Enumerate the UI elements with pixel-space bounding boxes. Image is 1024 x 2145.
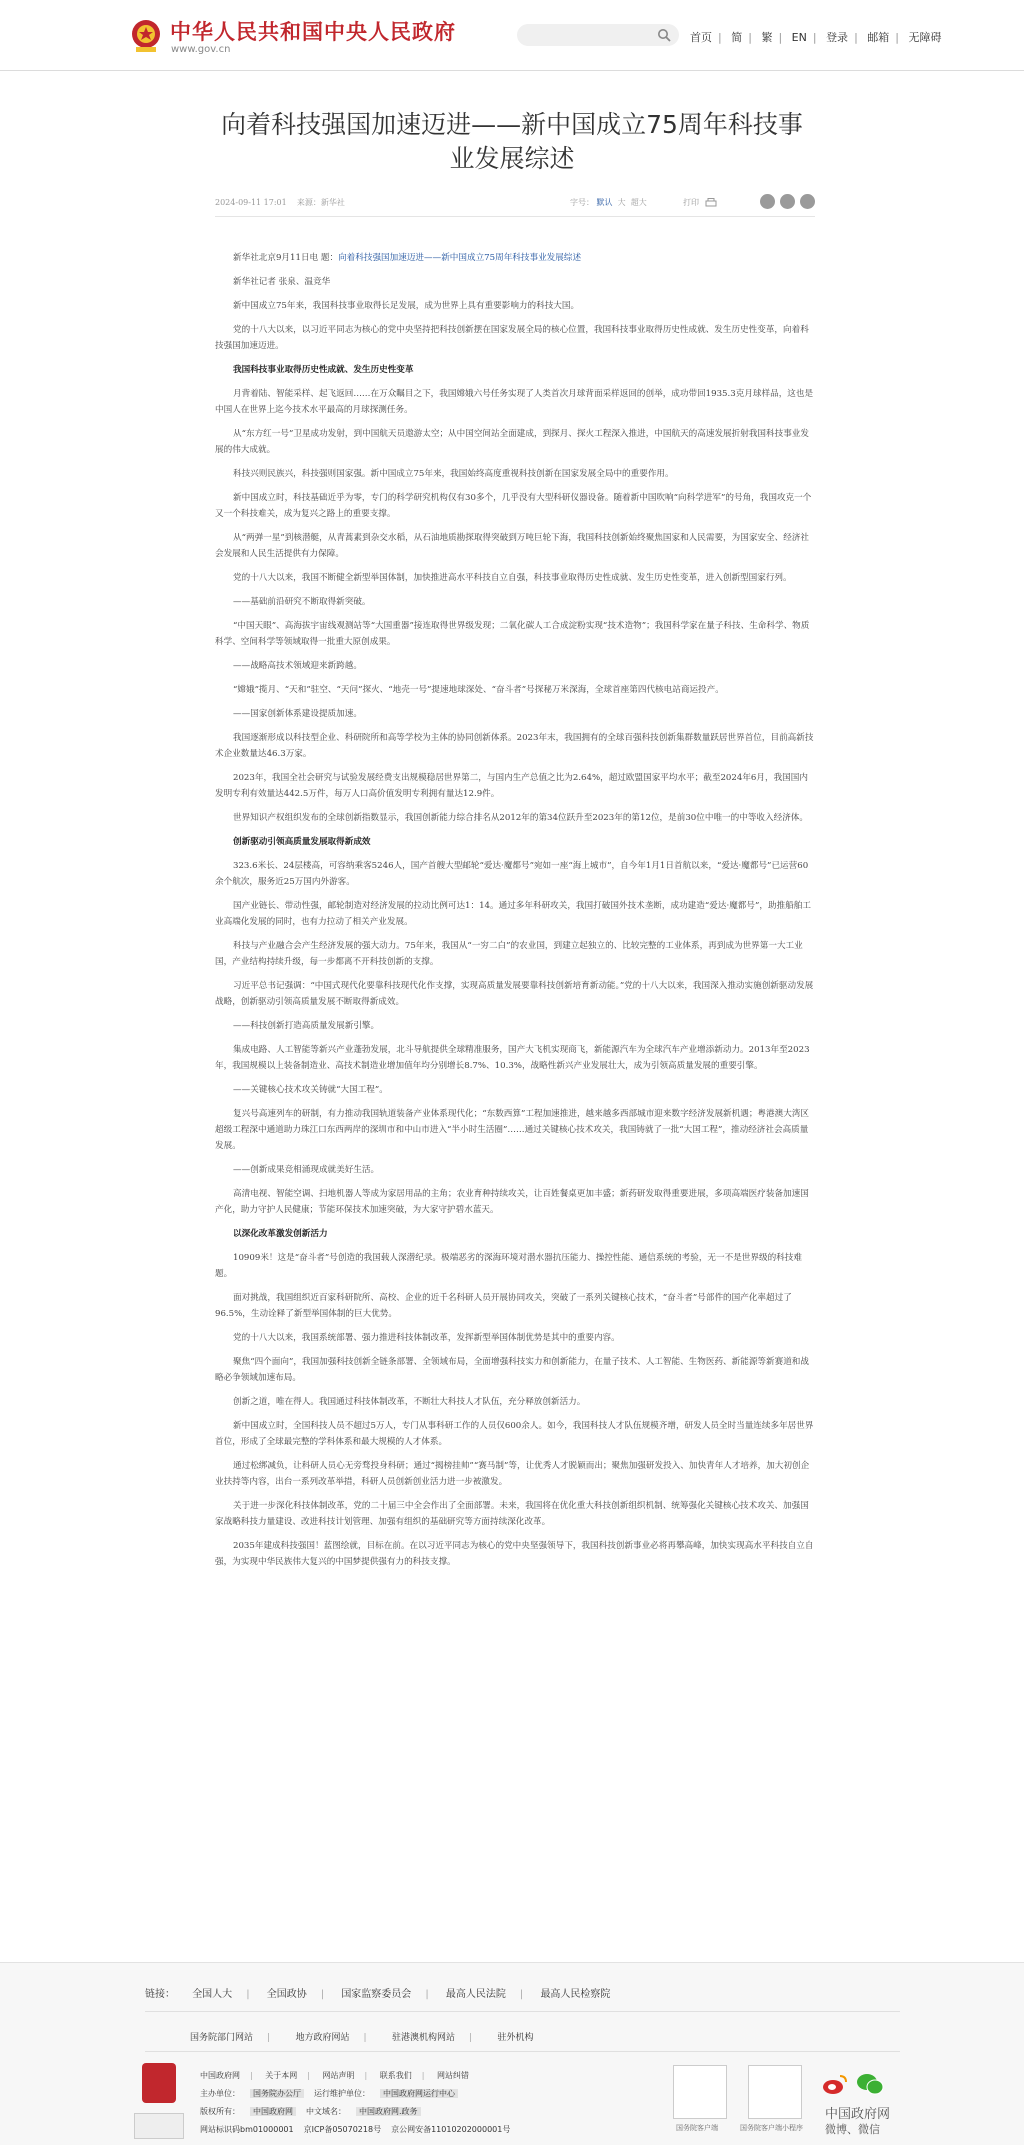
site-id: 网站标识码bm01000001 — [200, 2125, 294, 2134]
article-body — [215, 250, 815, 1578]
section-heading: 以深化改革激发创新活力 — [233, 1229, 328, 1239]
links-label: 链接： — [145, 1989, 175, 2000]
print-button[interactable] — [683, 197, 717, 208]
article-paragraph: 高清电视、智能空调、扫地机器人等成为家居用品的主角；农业育种持续攻关，让百姓餐桌更加丰盛；新药研发取得重要进展，多项高端医疗装备加速国产化，助力守护人民健康；节能环保技术加速突破，为大家守护碧水蓝天。 — [215, 1189, 809, 1215]
source-name: 新华社 — [320, 198, 345, 207]
link-overseas[interactable]: 驻外机构 — [497, 2033, 534, 2043]
font-size-label: 字号： — [570, 198, 594, 207]
article-paragraph: 集成电路、人工智能等新兴产业蓬勃发展，北斗导航提供全球精准服务，国产大飞机实现商飞，新能源汽车为全球汽车产业增添新动力。2013年至2023年，我国规模以上装备制造业、高技术制造业增加值年均分别增长8.7%、10.3%，战略性新兴产业发展壮大，成为引领高质量发展的重要引擎。 — [215, 1045, 810, 1071]
link-procuratorate[interactable]: 最高人民检察院 — [540, 1989, 611, 2000]
weibo-icon[interactable] — [822, 2073, 848, 2095]
article-meta — [215, 194, 815, 214]
article-paragraph: 科技兴则民族兴，科技强则国家强。新中国成立75年来，我国始终高度重视科技创新在国家发展全局中的重要作用。 — [233, 469, 674, 479]
article-paragraph: 10909米！这是“奋斗者”号创造的我国载人深潜纪录。极端恶劣的深海环境对潜水器抗压能力、操控性能、通信系统的考验，无一不是世界级的科技难题。 — [215, 1253, 802, 1279]
article-paragraph: 从“两弹一星”到核潜艇，从青蒿素到杂交水稻，从石油地质勘探取得突破到万吨巨轮下海，我国科技创新始终聚焦国家和人民需要，为国家安全、经济社会发展和人民生活提供有力保障。 — [215, 533, 809, 559]
footer-link-gov[interactable]: 中国政府网 — [200, 2071, 240, 2080]
search-input[interactable] — [517, 24, 679, 46]
article-paragraph: ——科技创新打造高质量发展新引擎。 — [233, 1021, 380, 1031]
article-paragraph: 聚焦“四个面向”，我国加强科技创新全链条部署、全领域布局，全面增强科技实力和创新能力，在量子技术、人工智能、生物医药、新能源等新赛道和战略必争领域加速布局。 — [215, 1357, 809, 1383]
link-cppcc[interactable]: 全国政协 — [266, 1989, 307, 2000]
article-paragraph: 新华社记者 张泉、温竞华 — [233, 277, 331, 287]
article-paragraph: 新中国成立时，全国科技人员不超过5万人，专门从事科研工作的人员仅600余人。如今，我国科技人才队伍规模齐增，研发人员全时当量连续多年居世界首位，形成了全球最完整的学科体系和最大规模的人才体系。 — [215, 1421, 814, 1447]
article-paragraph: 从“东方红一号”卫星成功发射，到中国航天员遨游太空；从中国空间站全面建成，到探月、探火工程深入推进，中国航天的高速发展折射我国科技事业发展的伟大成就。 — [215, 429, 809, 455]
footer-links: 链接： 全国人大 | 全国政协 | 国家监察委员会 | 最高人民法院 | 最高人民检察院 — [145, 1989, 611, 2000]
section-heading: 我国科技事业取得历史性成就、发生历史性变革 — [233, 365, 414, 375]
article-paragraph: ——关键核心技术攻关铸就“大国工程”。 — [233, 1085, 388, 1095]
article-paragraph: 世界知识产权组织发布的全球创新指数显示，我国创新能力综合排名从2012年的第34位跃升至2023年的第12位，是前30位中唯一的中等收入经济体。 — [233, 813, 808, 823]
footer-divider — [145, 2011, 900, 2012]
publish-date: 2024-09-11 17:01 — [215, 198, 287, 207]
site-title[interactable]: 中华人民共和国中央人民政府 — [170, 20, 456, 44]
article-paragraph: 党的十八大以来，以习近平同志为核心的党中央坚持把科技创新摆在国家发展全局的核心位置，我国科技事业取得历史性成就、发生历史性变革，向着科技强国加速迈进。 — [215, 325, 809, 351]
qr-app-label: 国务院客户端 — [676, 2124, 718, 2132]
article-paragraph: 323.6米长、24层楼高，可容纳乘客5246人，国产首艘大型邮轮“爱达·魔都号”宛如一座“海上城市”，自今年1月1日首航以来，“爱达·魔都号”已运营60余个航次，服务近25万国内外游客。 — [215, 861, 809, 887]
qr-miniprogram-label: 国务院客户端小程序 — [740, 2124, 803, 2132]
article-paragraph: 通过松绑减负，让科研人员心无旁骛投身科研；通过“揭榜挂帅”“赛马制”等，让优秀人才脱颖而出；聚焦加强研发投入、加快青年人才培养，加大初创企业扶持等内容，出台一系列改革举措，科研人员创新创业活力进一步被激发。 — [215, 1461, 810, 1487]
link-hk-macao[interactable]: 驻港澳机构网站 — [392, 2033, 456, 2043]
article-paragraph: 新中国成立时，科技基础近乎为零，专门的科学研究机构仅有30多个，几乎没有大型科研仪器设备。随着新中国吹响“向科学进军”的号角，我国攻克一个又一个科技难关，成为复兴之路上的重要支撑。 — [215, 493, 812, 519]
footer-info: 中国政府网 | 关于本网 | 网站声明 | 联系我们 | 网站纠错 主办单位： 国务院办公厅 运行维护单位： 中国政府网运行中心 版权所有： 中国政府网 中文域名： 中国政府网.政务 网站标识码bm01000001 京ICP备05070218号 京公网安备11010202000001号 — [200, 2071, 511, 2134]
article-paragraph: 科技与产业融合会产生经济发展的强大动力。75年来，我国从“一穷二白”的农业国，到建立起独立的、比较完整的工业体系，再到成为世界第一大工业国，产业结构持续升级，每一步都离不开科技创新的支撑。 — [215, 941, 803, 967]
article-paragraph: 习近平总书记强调：“中国式现代化要靠科技现代化作支撑，实现高质量发展要靠科技创新培育新动能。”党的十八大以来，我国深入推动实施创新驱动发展战略，创新驱动引领高质量发展不断取得新成效。 — [215, 981, 814, 1007]
link-state-council-depts[interactable]: 国务院部门网站 — [190, 2033, 254, 2043]
app-name: 中国政府网 — [825, 2107, 891, 2122]
article-paragraph: 复兴号高速列车的研制，有力推动我国轨道装备产业体系现代化；“东数西算”工程加速推进，越来越多西部城市迎来数字经济发展新机遇；粤港澳大湾区超级工程深中通道助力珠江口东西两岸的深圳市和中山市进入“半小时生活圈”……通过关键核心技术攻关，我国铸就了一批“大国工程”，推动经济社会高质量发展。 — [215, 1109, 809, 1151]
icp-number[interactable]: 京ICP备05070218号 — [303, 2125, 382, 2134]
font-large-option[interactable]: 大 — [617, 198, 626, 207]
article-paragraph: ——战略高技术领域迎来新跨越。 — [233, 661, 362, 671]
site-footer — [0, 1962, 1024, 2145]
lead-paragraph: 新华社北京9月11日电 题：向着科技强国加速迈进——新中国成立75周年科技事业发展综述 — [233, 253, 582, 263]
font-xlarge-option[interactable]: 超大 — [630, 198, 647, 207]
footer-divider-2 — [145, 2051, 900, 2052]
article-paragraph: 党的十八大以来，我国不断健全新型举国体制，加快推进高水平科技自立自强，科技事业取得历史性成就、发生历史性变革，进入创新型国家行列。 — [233, 573, 792, 583]
qr-code-miniprogram-icon — [748, 2065, 802, 2119]
article-paragraph: 党的十八大以来，我国系统部署、强力推进科技体制改革，发挥新型举国体制优势是其中的重要内容。 — [233, 1333, 620, 1343]
article-paragraph: 新中国成立75年来，我国科技事业取得长足发展，成为世界上具有重要影响力的科技大国。 — [233, 301, 580, 311]
national-emblem-icon[interactable] — [130, 18, 162, 54]
footer-link-contact[interactable]: 联系我们 — [379, 2071, 412, 2080]
footer-link-about[interactable]: 关于本网 — [265, 2071, 298, 2080]
link-nsc[interactable]: 国家监察委员会 — [341, 1989, 412, 2000]
app-sub: 微博、微信 — [825, 2123, 880, 2136]
print-label: 打印 — [683, 198, 699, 207]
nav-english[interactable]: EN — [791, 31, 807, 44]
top-nav: 首页 | 简 | 繁 | EN | 登录 | 邮箱 | 无障碍 — [690, 31, 942, 44]
section-heading: 创新驱动引领高质量发展取得新成效 — [233, 837, 371, 847]
article-paragraph: 面对挑战，我国组织近百家科研院所、高校、企业的近千名科研人员开展协同攻关，突破了一系列关键核心技术，“奋斗者”号部件的国产化率超过了96.5%，生动诠释了新型举国体制的巨大优势。 — [215, 1293, 792, 1319]
share-wechat-icon[interactable] — [780, 194, 795, 209]
police-record[interactable]: 京公网安备11010202000001号 — [391, 2125, 511, 2134]
share-favorite-icon[interactable] — [800, 194, 815, 209]
article-paragraph: 我国逐渐形成以科技型企业、科研院所和高等学校为主体的协同创新体系。2023年末，我国拥有的全球百强科技创新集群数量跃居世界首位，目前高新技术企业数量达46.3万家。 — [215, 733, 814, 759]
site-url: www.gov.cn — [171, 44, 231, 55]
printer-icon — [705, 198, 717, 208]
font-default-option[interactable]: 默认 — [596, 198, 613, 207]
link-npc[interactable]: 全国人大 — [192, 1989, 233, 2000]
nav-traditional[interactable]: 繁 — [761, 31, 773, 44]
nav-login[interactable]: 登录 — [826, 31, 849, 44]
article-paragraph: “嫦娥”揽月、“天和”驻空、“天问”探火、“地壳一号”提速地球深处、“奋斗者”号探秘万米深海，全球首座第四代核电站商运投产。 — [233, 685, 724, 695]
party-gov-badge-icon[interactable] — [142, 2063, 176, 2103]
meta-divider — [215, 216, 815, 217]
article-paragraph: 2035年建成科技强国！蓝图绘就，目标在前。在以习近平同志为核心的党中央坚强领导下，我国科技创新事业必将再攀高峰，加快实现高水平科技自立自强，为实现中华民族伟大复兴的中国梦提供强有力的科技支撑。 — [215, 1541, 814, 1567]
article-paragraph: 月背着陆、智能采样、起飞返回……在万众瞩目之下，我国嫦娥六号任务实现了人类首次月球背面采样返回的创举，成功带回1935.3克月球样品，这也是中国人在世界上迄今技术水平最高的月球探测任务。 — [215, 389, 814, 415]
footer-link-feedback[interactable]: 网站纠错 — [437, 2071, 469, 2080]
link-local-gov[interactable]: 地方政府网站 — [295, 2033, 350, 2043]
article-paragraph: 关于进一步深化科技体制改革，党的二十届三中全会作出了全面部署。未来，我国将在优化重大科技创新组织机制、统筹强化关键核心技术攻关、加强国家战略科技力量建设、改进科技计划管理、加强有组织的基础研究等方面持续深化改革。 — [215, 1501, 809, 1527]
share-weibo-icon[interactable] — [760, 194, 775, 209]
article-paragraph: “中国天眼”、高海拔宇宙线观测站等“大国重器”接连取得世界级发现；二氧化碳人工合成淀粉实现“技术造物”；我国科学家在量子科技、生命科学、物质科学、空间科学等领域取得一批重大原创成果。 — [215, 621, 810, 647]
article-paragraphs — [215, 274, 815, 1570]
footer-links-secondary: 国务院部门网站 | 地方政府网站 | 驻港澳机构网站 | 驻外机构 — [190, 2033, 534, 2043]
accessibility-badge-icon[interactable] — [134, 2113, 184, 2139]
qr-code-app-icon — [673, 2065, 727, 2119]
article-title: 向着科技强国加速迈进——新中国成立75周年科技事业发展综述 — [221, 110, 803, 173]
nav-simplified[interactable]: 简 — [731, 31, 743, 44]
nav-accessibility[interactable]: 无障碍 — [908, 31, 942, 44]
nav-mail[interactable]: 邮箱 — [867, 31, 890, 44]
site-header — [0, 0, 1024, 71]
article-paragraph: ——创新成果竞相涌现成就美好生活。 — [233, 1165, 380, 1175]
wechat-icon[interactable] — [856, 2073, 884, 2095]
lead-title-link[interactable]: 向着科技强国加速迈进——新中国成立75周年科技事业发展综述 — [338, 253, 582, 263]
article-paragraph: ——基础前沿研究不断取得新突破。 — [233, 597, 371, 607]
article-paragraph: 创新之道，唯在得人。我国通过科技体制改革，不断壮大科技人才队伍，充分释放创新活力。 — [233, 1397, 586, 1407]
share-buttons — [755, 194, 815, 211]
article-paragraph: 国产业链长、带动性强，邮轮制造对经济发展的拉动比例可达1：14。通过多年科研攻关，我国打破国外技术垄断，成功建造“爱达·魔都号”，助推船舶工业高端化发展的同时，也有力拉动了相关产业发展。 — [215, 901, 811, 927]
font-size-control — [570, 197, 647, 208]
article-paragraph: ——国家创新体系建设提质加速。 — [233, 709, 362, 719]
link-court[interactable]: 最高人民法院 — [445, 1989, 506, 2000]
footer-link-statement[interactable]: 网站声明 — [322, 2071, 355, 2080]
article-paragraph: 2023年，我国全社会研究与试验发展经费支出规模稳居世界第二，与国内生产总值之比为2.64%，超过欧盟国家平均水平；截至2024年6月，我国国内发明专利有效量达442.5万件，每万人口高价值发明专利拥有量达12.9件。 — [215, 773, 808, 799]
search-icon[interactable] — [657, 28, 671, 42]
source-label: 来源： — [296, 198, 321, 207]
nav-home[interactable]: 首页 — [690, 31, 712, 44]
